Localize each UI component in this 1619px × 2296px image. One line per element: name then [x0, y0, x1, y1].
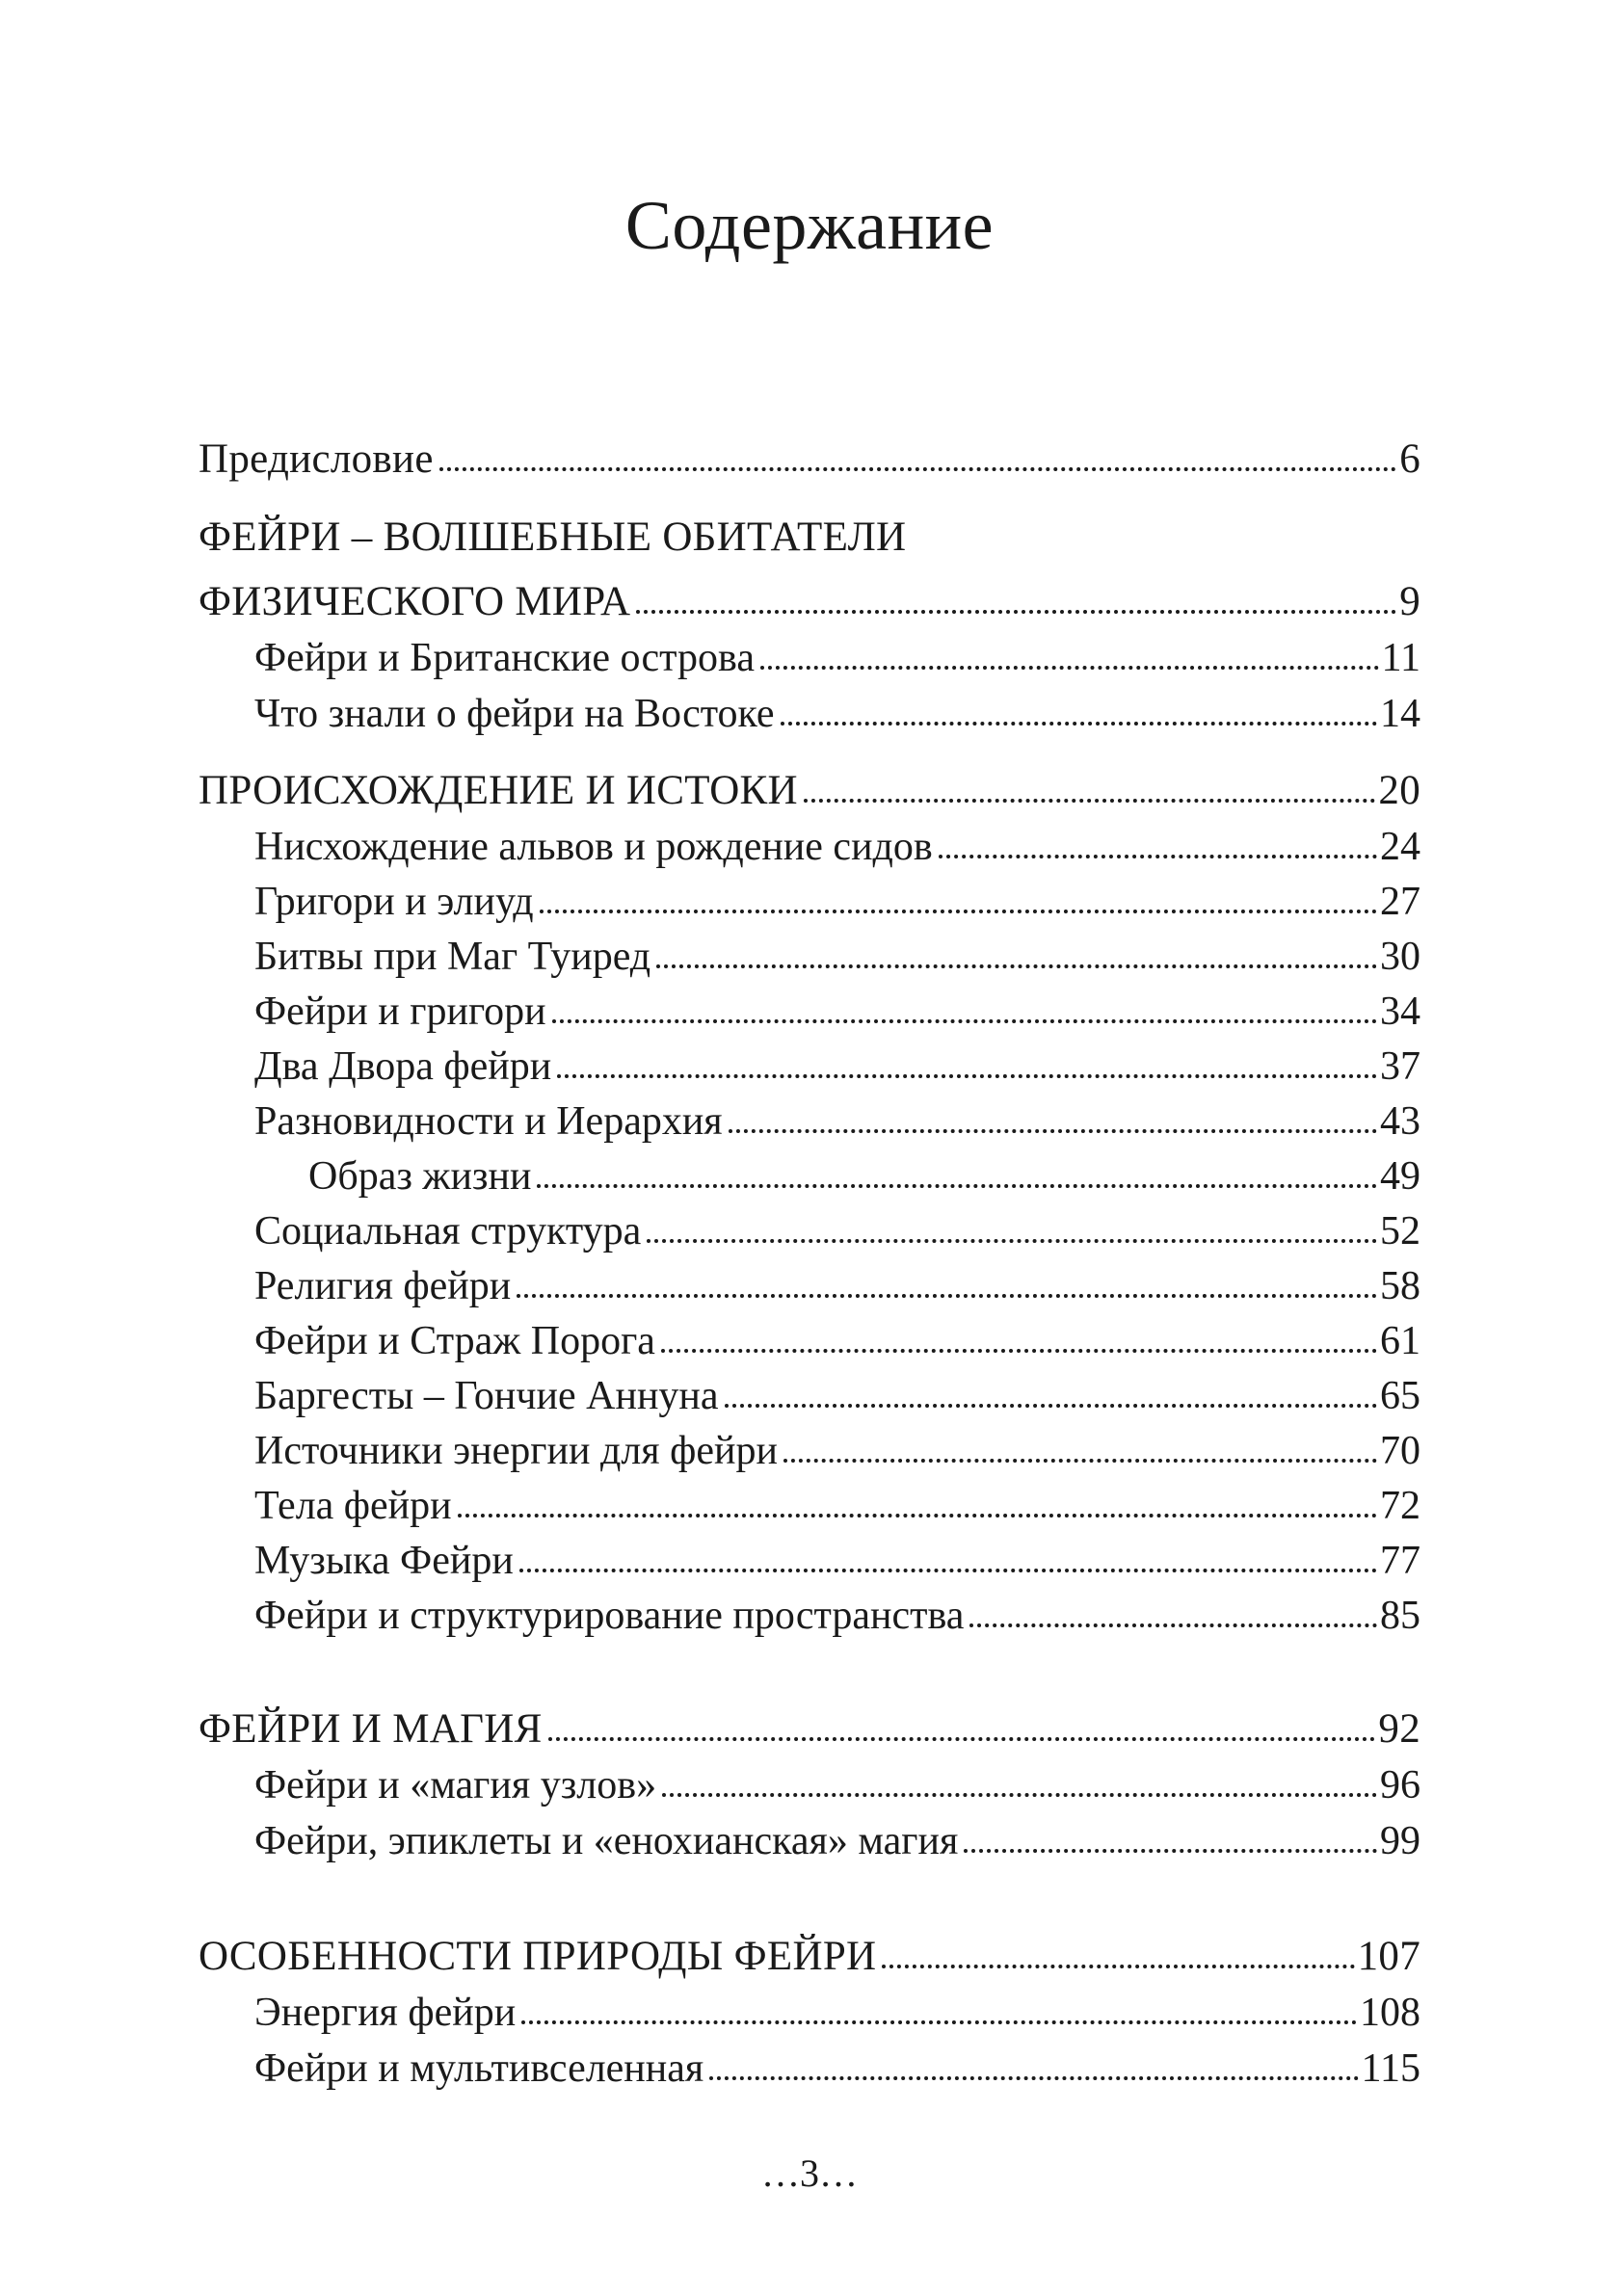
toc-entry-page: 65 — [1380, 1374, 1420, 1418]
toc-entry[interactable] — [254, 1752, 1420, 1806]
toc-entry-page: 30 — [1380, 935, 1420, 979]
toc-entry[interactable] — [254, 1088, 1420, 1142]
toc-entry[interactable] — [254, 1307, 1420, 1361]
leader-dots — [540, 910, 1377, 913]
toc-entry[interactable] — [254, 2035, 1420, 2089]
leader-dots — [439, 467, 1396, 471]
toc-entry-title: Фейри и григори — [254, 990, 546, 1034]
leader-dots — [517, 1294, 1377, 1298]
toc-entry[interactable] — [254, 1472, 1420, 1526]
toc-entry-part1[interactable] — [199, 568, 1420, 622]
toc-entry[interactable] — [254, 680, 1420, 734]
toc-entry-title: Социальная структура — [254, 1209, 642, 1254]
toc-part1-title-line1: ФЕЙРИ – ВОЛШЕБНЫЕ ОБИТАТЕЛИ — [199, 515, 907, 560]
toc-entry-page: 85 — [1380, 1594, 1420, 1638]
leader-dots — [964, 1849, 1377, 1853]
toc-entry[interactable] — [254, 1979, 1420, 2033]
toc-entry-part4[interactable] — [199, 1923, 1420, 1977]
toc-entry[interactable] — [254, 1527, 1420, 1581]
toc-entry-part3[interactable] — [199, 1696, 1420, 1750]
toc-entry-page: 77 — [1380, 1539, 1420, 1583]
toc-entry[interactable] — [254, 1417, 1420, 1471]
leader-dots — [548, 1737, 1376, 1741]
leader-dots — [882, 1965, 1354, 1968]
leader-dots — [725, 1404, 1377, 1408]
toc-entry-title: Фейри и Британские острова — [254, 636, 755, 680]
toc-entry-title: Энергия фейри — [254, 1991, 517, 2035]
toc-entry-title: Фейри и мультивселенная — [254, 2046, 704, 2091]
toc-entry-title: Битвы при Маг Туиред — [254, 935, 651, 979]
toc-entry-page: 108 — [1360, 1991, 1420, 2035]
leader-dots — [760, 666, 1379, 670]
leader-dots — [804, 799, 1376, 803]
toc-entry-page: 52 — [1380, 1209, 1420, 1254]
toc-entry[interactable] — [254, 813, 1420, 867]
toc-entry-title: Предисловие — [199, 436, 434, 482]
leader-dots — [939, 855, 1377, 858]
leader-dots — [557, 1074, 1377, 1078]
toc-entry-title: Музыка Фейри — [254, 1539, 514, 1583]
toc-entry-title: ФЕЙРИ И МАГИЯ — [199, 1706, 543, 1752]
leader-dots — [662, 1793, 1377, 1797]
toc-entry-page: 9 — [1399, 579, 1420, 624]
toc-entry-page: 27 — [1380, 880, 1420, 924]
toc-entry-title: ПРОИСХОЖДЕНИЕ И ИСТОКИ — [199, 768, 798, 813]
leader-dots — [647, 1239, 1377, 1243]
toc-entry-title: Баргесты – Гончие Аннуна — [254, 1374, 719, 1418]
toc-entry-page: 99 — [1380, 1819, 1420, 1863]
toc-entry-title: Два Двора фейри — [254, 1044, 552, 1089]
toc-entry-page: 49 — [1380, 1154, 1420, 1199]
toc-entry-page: 34 — [1380, 990, 1420, 1034]
toc-entry-title: Тела фейри — [254, 1484, 452, 1528]
toc-entry-page: 58 — [1380, 1264, 1420, 1308]
toc-entry-title: Фейри и структурирование пространства — [254, 1594, 965, 1638]
leader-dots — [458, 1514, 1377, 1517]
toc-entry-title: Разновидности и Иерархия — [254, 1099, 723, 1144]
toc-entry-title: ФИЗИЧЕСКОГО МИРА — [199, 579, 631, 624]
toc-entry[interactable] — [254, 978, 1420, 1032]
page-title: Содержание — [624, 187, 995, 264]
leader-dots — [636, 610, 1396, 614]
leader-dots — [709, 2076, 1358, 2080]
toc-entry-title: Религия фейри — [254, 1264, 512, 1308]
toc-entry-page: 24 — [1380, 825, 1420, 869]
leader-dots — [783, 1459, 1377, 1463]
toc-entry-title: Что знали о фейри на Востоке — [254, 692, 775, 736]
toc-entry-title: Образ жизни — [308, 1154, 532, 1199]
toc-entry[interactable] — [254, 624, 1420, 678]
toc-entry-page: 14 — [1380, 692, 1420, 736]
toc-entry-page: 11 — [1381, 636, 1420, 680]
toc-entry[interactable] — [254, 923, 1420, 977]
toc-entry-title: Григори и элиуд — [254, 880, 534, 924]
leader-dots — [661, 1349, 1377, 1353]
toc-entry-page: 70 — [1380, 1429, 1420, 1473]
toc-entry-page: 92 — [1378, 1706, 1420, 1752]
toc-entry-title: Фейри, эпиклеты и «енохианская» магия — [254, 1819, 959, 1863]
toc-entry-title: Фейри и Страж Порога — [254, 1319, 655, 1363]
toc-entry-page: 37 — [1380, 1044, 1420, 1089]
toc-entry[interactable] — [254, 1033, 1420, 1087]
toc-entry[interactable] — [254, 1362, 1420, 1416]
toc-entry[interactable] — [254, 1582, 1420, 1636]
toc-entry-title: Источники энергии для фейри — [254, 1429, 778, 1473]
toc-entry-title: Фейри и «магия узлов» — [254, 1763, 657, 1808]
leader-dots — [537, 1184, 1377, 1188]
leader-dots — [729, 1129, 1377, 1133]
leader-dots — [552, 1019, 1377, 1023]
toc-entry-page: 61 — [1380, 1319, 1420, 1363]
toc-entry-page: 72 — [1380, 1484, 1420, 1528]
toc-entry-page: 20 — [1378, 768, 1420, 813]
leader-dots — [519, 1569, 1377, 1572]
toc-entry-page: 96 — [1380, 1763, 1420, 1808]
toc-entry-page: 6 — [1399, 436, 1420, 482]
toc-entry[interactable] — [254, 1808, 1420, 1861]
toc-entry-page: 115 — [1361, 2046, 1420, 2091]
leader-dots — [521, 2020, 1357, 2024]
toc-entry[interactable] — [254, 1253, 1420, 1306]
leader-dots — [656, 964, 1377, 968]
toc-entry-preface[interactable] — [199, 426, 1420, 480]
leader-dots — [969, 1623, 1377, 1627]
toc-entry[interactable] — [254, 1198, 1420, 1252]
toc-entry-page: 107 — [1357, 1934, 1420, 1979]
toc-entry-title: ОСОБЕННОСТИ ПРИРОДЫ ФЕЙРИ — [199, 1934, 877, 1979]
page-number: …3… — [761, 2151, 858, 2195]
leader-dots — [781, 722, 1377, 726]
toc-entry[interactable] — [254, 868, 1420, 922]
toc-entry[interactable] — [308, 1143, 1420, 1197]
toc-entry-page: 43 — [1380, 1099, 1420, 1144]
toc-entry-part2[interactable] — [199, 757, 1420, 811]
toc-entry-title: Нисхождение альвов и рождение сидов — [254, 825, 933, 869]
